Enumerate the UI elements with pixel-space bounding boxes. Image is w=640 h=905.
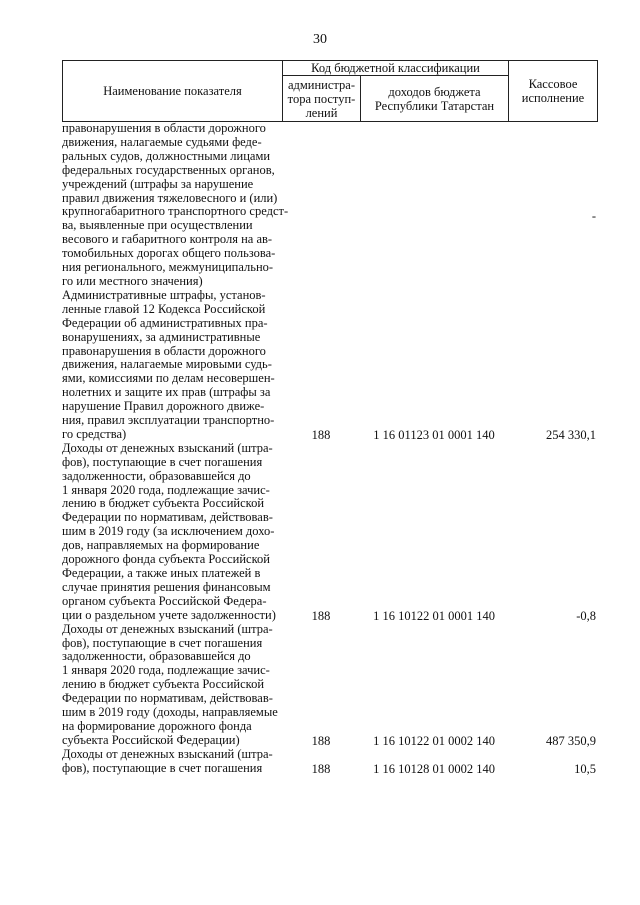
- table-row: [62, 122, 598, 289]
- income-code: 1 16 10122 01 0001 140: [373, 608, 495, 623]
- cash-amount: 487 350,9: [546, 733, 596, 748]
- cash-amount: 10,5: [574, 761, 596, 776]
- income-code: 1 16 10122 01 0002 140: [373, 733, 495, 748]
- indicator-name: Доходы от денежных взысканий (штра- фов), поступающие в счет погашения задолженности, образовавшейся до 1 января 2020 года, подлежащие зачис- лению в бюджет субъекта Российской Федерации по нормативам, действовав- шим в 2019 году (за исключением дохо- дов, направляемых на формирование дорожного фонда субъекта Российской Федерации, а также иных платежей в случае принятия решения финансовым органом субъекта Российской Федера- ции о раздельном учете задолженности): [62, 440, 276, 622]
- header-name-column: Наименование показателя: [103, 84, 242, 98]
- admin-code: 188: [311, 733, 331, 748]
- header-budget-classification: Код бюджетной классификации: [311, 61, 480, 75]
- indicator-name: Административные штрафы, установ- ленные главой 12 Кодекса Российской Федерации об административных пра- вонарушениях, за административные правонарушения в области дорожного движения, налагаемые мировыми судь- ями, комиссиями по делам несовершен- нолетних и защите их прав (штрафы за нарушение Правил дорожного движе- ния, правил эксплуатации транспортно- го средства): [62, 287, 275, 441]
- admin-code: 188: [311, 761, 331, 776]
- cash-amount: -0,8: [576, 608, 596, 623]
- indicator-name: Доходы от денежных взысканий (штра- фов), поступающие в счет погашения: [62, 746, 273, 775]
- cash-amount: -: [591, 208, 596, 223]
- admin-code: 188: [311, 608, 331, 623]
- header-income-column: доходов бюджета Республики Татарстан: [374, 84, 495, 113]
- page-number: 30: [313, 32, 327, 47]
- income-code: 1 16 01123 01 0001 140: [373, 427, 495, 442]
- table-row: [62, 442, 598, 623]
- table-row: [62, 623, 598, 748]
- header-admin-column: администра- тора поступ- лений: [287, 77, 356, 120]
- table-body: [62, 122, 598, 776]
- table-row: [62, 289, 598, 442]
- income-code: 1 16 10128 01 0002 140: [373, 761, 495, 776]
- header-cash-column: Кассовое исполнение: [521, 77, 585, 105]
- indicator-name: Доходы от денежных взысканий (штра- фов), поступающие в счет погашения задолженности, образовавшейся до 1 января 2020 года, подлежащие зачис- лению в бюджет субъекта Российской Федерации по нормативам, действовав- шим в 2019 году (доходы, направляемые на формирование дорожного фонда субъекта Российской Федерации): [62, 621, 278, 747]
- admin-code: 188: [311, 427, 331, 442]
- cash-amount: 254 330,1: [546, 427, 596, 442]
- table-header: [62, 60, 598, 122]
- indicator-name: правонарушения в области дорожного движения, налагаемые судьями феде- ральных судов, должностными лицами федеральных государственных органов, учреждений (штрафы за нарушение правил движения тяжеловесного и (или) крупногабаритного транспортного средст- ва, выявленные при осуществлении весового и габаритного контроля на ав- томобильных дорогах общего пользова- ния регионального, межмуниципально- го или местного значения): [62, 121, 289, 288]
- table-row: [62, 748, 598, 776]
